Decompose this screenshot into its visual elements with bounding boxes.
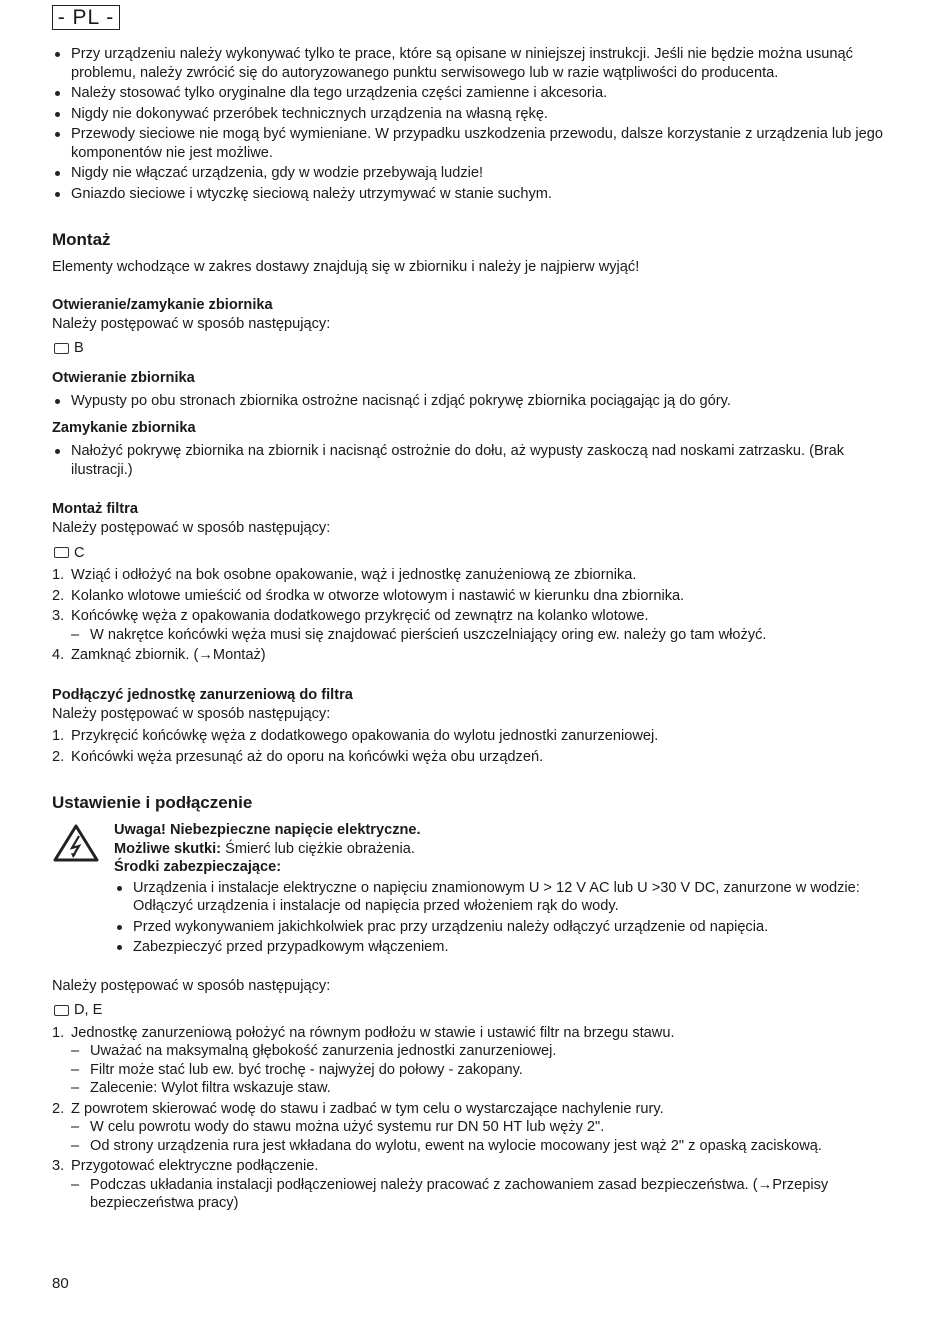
list-item: 2. Końcówki węża przesunąć aż do oporu na końcówki węża obu urządzeń. [52, 748, 544, 765]
list-item: 2. Kolanko wlotowe umieścić od środka w otworze wlotowym i nastawić w kierunku dna zbiornika. [52, 587, 685, 604]
warning-headline: Uwaga! Niebezpieczne napięcie elektryczne. [114, 822, 421, 838]
list-item: 1. Jednostkę zanurzeniową położyć na równym podłożu w stawie i ustawić filtr na brzegu stawu. – Uważać na maksymalną głębokość zanurzenia jednostki zanurzeniowej. – Filtr może stać lub ew. być trochę - najwyżej do połowy - zakopany. – Zalecenie: Wylot filtra wskazuje staw. [52, 1024, 892, 1098]
safety-bullet-list [52, 45, 892, 203]
page-content [52, 45, 892, 1215]
list-item: Wypusty po obu stronach zbiornika ostrożne nacisnąć i zdjąć pokrywę zbiornika pociągając ją do góry. [52, 392, 892, 411]
figure-ref-label: D, E [74, 1002, 103, 1018]
montaz-intro: Elementy wchodzące w zakres dostawy znajdują się w zbiorniku i należy je najpierw wyjąć! [52, 259, 640, 275]
opening-bullet-list [52, 392, 892, 411]
list-item: Przed wykonywaniem jakichkolwiek prac przy urządzeniu należy odłączyć urządzenie od napięcia. [114, 918, 892, 937]
figure-ref-label: B [74, 340, 84, 356]
figure-reference [52, 1001, 892, 1020]
list-item: 1. Przykręcić końcówkę węża z dodatkowego opakowania do wylotu jednostki zanurzeniowej. [52, 728, 659, 744]
setup-steps-list [52, 1024, 892, 1213]
sub-list-item: – Uważać na maksymalną głębokość zanurzenia jednostki zanurzeniowej. [71, 1042, 892, 1061]
warning-measures-label: Środki zabezpieczające: [114, 859, 282, 875]
list-item: Gniazdo sieciowe i wtyczkę sieciową należy utrzymywać w stanie suchym. [52, 185, 892, 204]
sub-list-item: – Od strony urządzenia rura jest wkładana do wylotu, ewent na wylocie mocowany jest wąż 2" z opaską zaciskową. [71, 1137, 892, 1156]
list-item: 2. Z powrotem skierować wodę do stawu i zadbać w tym celu o wystarczające nachylenie rury. – W celu powrotu wody do stawu można użyć systemu rur DN 50 HT lub węży 2". – Od strony urządzenia rura jest wkładana do wylotu, ewent na wylocie mocowany jest wąż 2" z opaską zaciskową. [52, 1100, 892, 1156]
list-item: Nigdy nie włączać urządzenia, gdy w wodzie przebywają ludzie! [52, 164, 892, 183]
warning-bullet-list [114, 879, 892, 957]
list-item: 1. Wziąć i odłożyć na bok osobne opakowanie, wąż i jednostkę zanużeniową ze zbiornika. [52, 567, 637, 583]
list-item: Nałożyć pokrywę zbiornika na zbiornik i nacisnąć ostrożnie do dołu, aż wypusty zaskoczą nad noskami zatrzasku. (Brak ilustracji.) [52, 442, 892, 479]
figure-ref-icon [54, 547, 69, 558]
list-item: 3. Końcówkę węża z opakowania dodatkowego przykręcić od zewnątrz na kolanko wlotowe. – W nakrętce końcówki węża musi się znajdować pierścień uszczelniający oring ew. należy go tam włożyć. [52, 607, 892, 644]
figure-ref-label: C [74, 544, 85, 561]
list-item: Nigdy nie dokonywać przeróbek technicznych urządzenia na własną rękę. [52, 105, 892, 124]
figure-reference [52, 339, 892, 358]
list-item: Należy stosować tylko oryginalne dla tego urządzenia części zamienne i akcesoria. [52, 84, 892, 103]
section-title-montaz: Montaż [52, 230, 111, 249]
warning-effects: Możliwe skutki: Śmierć lub ciężkie obrażenia. [114, 840, 415, 857]
sub-list-item: – W nakrętce końcówki węża musi się znajdować pierścień uszczelniający oring ew. należy go tam włożyć. [71, 626, 892, 645]
filter-steps-list [52, 566, 892, 665]
language-tag: - PL - [52, 5, 120, 30]
list-item: 4. Zamknąć zbiornik. (→Montaż) [52, 647, 266, 663]
electric-hazard-icon [52, 821, 104, 959]
figure-reference [52, 544, 892, 563]
sub-list-item: – Filtr może stać lub ew. być trochę - najwyżej do połowy - zakopany. [71, 1061, 892, 1080]
closing-bullet-list [52, 442, 892, 479]
connect-steps-list [52, 727, 892, 766]
figure-ref-icon [54, 1005, 69, 1016]
sub-list-item: – W celu powrotu wody do stawu można użyć systemu rur DN 50 HT lub węży 2". [71, 1118, 892, 1137]
subsection-title-closing: Zamykanie zbiornika [52, 420, 196, 436]
sub-list-item: – Podczas układania instalacji podłączeniowej należy pracować z zachowaniem zasad bezpieczeństwa. (→Przepisy bezpieczeństwa pracy) [71, 1176, 892, 1213]
page-number: 80 [52, 1275, 69, 1292]
sub-list-item: – Zalecenie: Wylot filtra wskazuje staw. [71, 1079, 892, 1098]
procedure-text: Należy postępować w sposób następujący: [52, 315, 331, 332]
subsection-title-opening: Otwieranie zbiornika [52, 369, 195, 386]
list-item: Przy urządzeniu należy wykonywać tylko te prace, które są opisane w niniejszej instrukcji. Jeśli nie będzie można usunąć problemu, należy zwrócić się do autoryzowanego punktu serwisowego lub w razie wątpliwości do producenta. [52, 45, 892, 82]
list-item: 3. Przygotować elektryczne podłączenie. – Podczas układania instalacji podłączeniowej należy pracować z zachowaniem zasad bezpieczeństwa. (→Przepisy bezpieczeństwa pracy) [52, 1157, 892, 1213]
section-title-setup: Ustawienie i podłączenie [52, 793, 253, 812]
subsection-title-filter: Montaż filtra [52, 501, 138, 517]
subsection-title-open-close: Otwieranie/zamykanie zbiornika [52, 296, 273, 313]
list-item: Zabezpieczyć przed przypadkowym włączeniem. [114, 938, 892, 957]
list-item: Przewody sieciowe nie mogą być wymieniane. W przypadku uszkodzenia przewodu, dalsze korzystanie z urządzenia lub jego komponentów nie jest możliwe. [52, 125, 892, 162]
warning-block [52, 821, 892, 959]
figure-ref-icon [54, 343, 69, 354]
subsection-title-connect: Podłączyć jednostkę zanurzeniową do filtra [52, 686, 353, 703]
procedure-text: Należy postępować w sposób następujący: [52, 520, 331, 536]
list-item: Urządzenia i instalacje elektryczne o napięciu znamionowym U > 12 V AC lub U >30 V DC, zanurzone w wodzie: Odłączyć urządzenia i instalacje od napięcia przed włożeniem rąk do wody. [114, 879, 892, 916]
procedure-text: Należy postępować w sposób następujący: [52, 977, 331, 994]
procedure-text: Należy postępować w sposób następujący: [52, 705, 331, 722]
